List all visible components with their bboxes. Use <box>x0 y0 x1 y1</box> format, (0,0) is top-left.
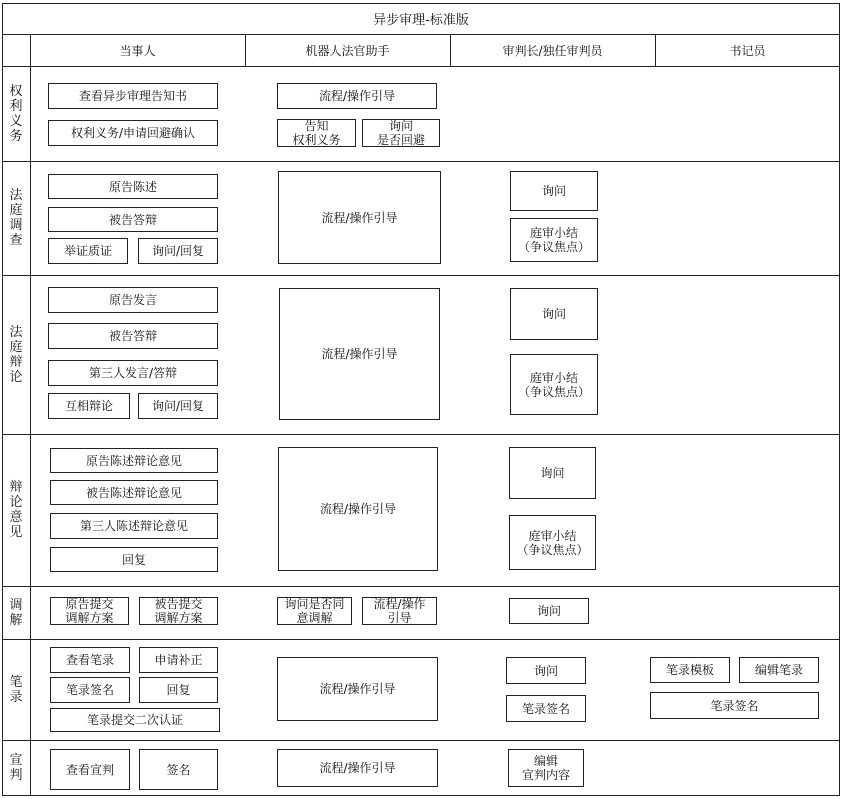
row-label-record: 笔录 <box>9 674 23 705</box>
judge-summary-box: 庭审小结 （争议焦点） <box>510 354 598 415</box>
edit-record-box: 编辑笔录 <box>739 657 819 683</box>
robot-ask-mediation-box: 询问是否同 意调解 <box>277 597 352 625</box>
clerk-record-sign-box: 笔录签名 <box>650 692 819 719</box>
sign-box: 签名 <box>139 749 218 790</box>
diagram-title: 异步审理-标准版 <box>373 13 469 28</box>
robot-guide-box: 流程/操作引导 <box>277 83 437 109</box>
header-divider <box>2 66 840 67</box>
column-header-clerk: 书记员 <box>729 43 766 58</box>
row-label-opinion: 辩论意见 <box>9 480 23 540</box>
plaintiff-speech-box: 原告发言 <box>48 287 218 313</box>
view-verdict-box: 查看宣判 <box>50 749 130 790</box>
rights-confirm-box: 权利义务/申请回避确认 <box>48 120 218 146</box>
third-party-opinion-box: 第三人陈述辩论意见 <box>50 513 218 539</box>
plaintiff-mediation-box: 原告提交 调解方案 <box>50 597 129 625</box>
row-label-debate: 法庭辩论 <box>9 324 23 385</box>
robot-guide-box: 流程/操作引导 <box>279 288 440 420</box>
row-divider <box>2 434 840 435</box>
evidence-box: 举证质证 <box>48 238 128 264</box>
judge-summary-box: 庭审小结 （争议焦点） <box>510 218 598 262</box>
column-header-judge: 审判长/独任审判员 <box>502 43 603 58</box>
reply-box: 回复 <box>50 547 218 572</box>
column-header-party: 当事人 <box>119 43 156 58</box>
judge-record-sign-box: 笔录签名 <box>506 695 586 722</box>
row-divider <box>2 161 840 162</box>
robot-guide-box: 流程/操作 引导 <box>362 597 437 625</box>
row-label-mediation: 调解 <box>9 597 23 628</box>
label-column-divider <box>30 34 31 796</box>
row-divider <box>2 275 840 276</box>
view-record-box: 查看笔录 <box>50 647 130 673</box>
row-label-investigation: 法庭调查 <box>9 188 23 248</box>
record-second-auth-box: 笔录提交二次认证 <box>50 708 220 732</box>
robot-inform-box: 告知 权利义务 <box>277 119 356 147</box>
column-header-robot: 机器人法官助手 <box>305 43 390 58</box>
row-divider <box>2 586 840 587</box>
record-sign-box: 笔录签名 <box>50 677 130 703</box>
plaintiff-opinion-box: 原告陈述辩论意见 <box>50 448 218 473</box>
robot-guide-box: 流程/操作引导 <box>278 447 438 571</box>
defendant-opinion-box: 被告陈述辩论意见 <box>50 480 218 505</box>
defendant-reply-box: 被告答辩 <box>48 207 218 232</box>
request-correction-box: 申请补正 <box>139 647 218 673</box>
defendant-mediation-box: 被告提交 调解方案 <box>139 597 218 625</box>
judge-summary-box: 庭审小结 （争议焦点） <box>509 515 596 570</box>
robot-guide-box: 流程/操作引导 <box>277 657 438 721</box>
judge-inquiry-box: 询问 <box>506 657 586 684</box>
judge-inquiry-box: 询问 <box>509 447 596 499</box>
row-label-verdict: 宣判 <box>9 753 23 783</box>
judge-inquiry-box: 询问 <box>510 288 598 340</box>
reply-box: 回复 <box>139 677 218 703</box>
robot-guide-box: 流程/操作引导 <box>278 171 441 264</box>
edit-verdict-box: 编辑 宣判内容 <box>508 749 584 787</box>
third-party-box: 第三人发言/答辩 <box>48 360 218 386</box>
robot-guide-box: 流程/操作引导 <box>277 749 438 787</box>
inquiry-reply-box: 询问/回复 <box>138 393 218 419</box>
row-label-rights: 权利义务 <box>9 83 23 144</box>
judge-inquiry-box: 询问 <box>509 598 589 624</box>
mutual-debate-box: 互相辩论 <box>48 393 130 419</box>
row-divider <box>2 639 840 640</box>
record-template-box: 笔录模板 <box>650 657 730 683</box>
plaintiff-statement-box: 原告陈述 <box>48 174 218 199</box>
inquiry-reply-box: 询问/回复 <box>138 238 218 264</box>
row-divider <box>2 740 840 741</box>
judge-inquiry-box: 询问 <box>510 171 598 211</box>
view-notice-box: 查看异步审理告知书 <box>48 83 218 109</box>
robot-ask-recusal-box: 询问 是否回避 <box>362 119 440 147</box>
defendant-reply-box: 被告答辩 <box>48 323 218 349</box>
